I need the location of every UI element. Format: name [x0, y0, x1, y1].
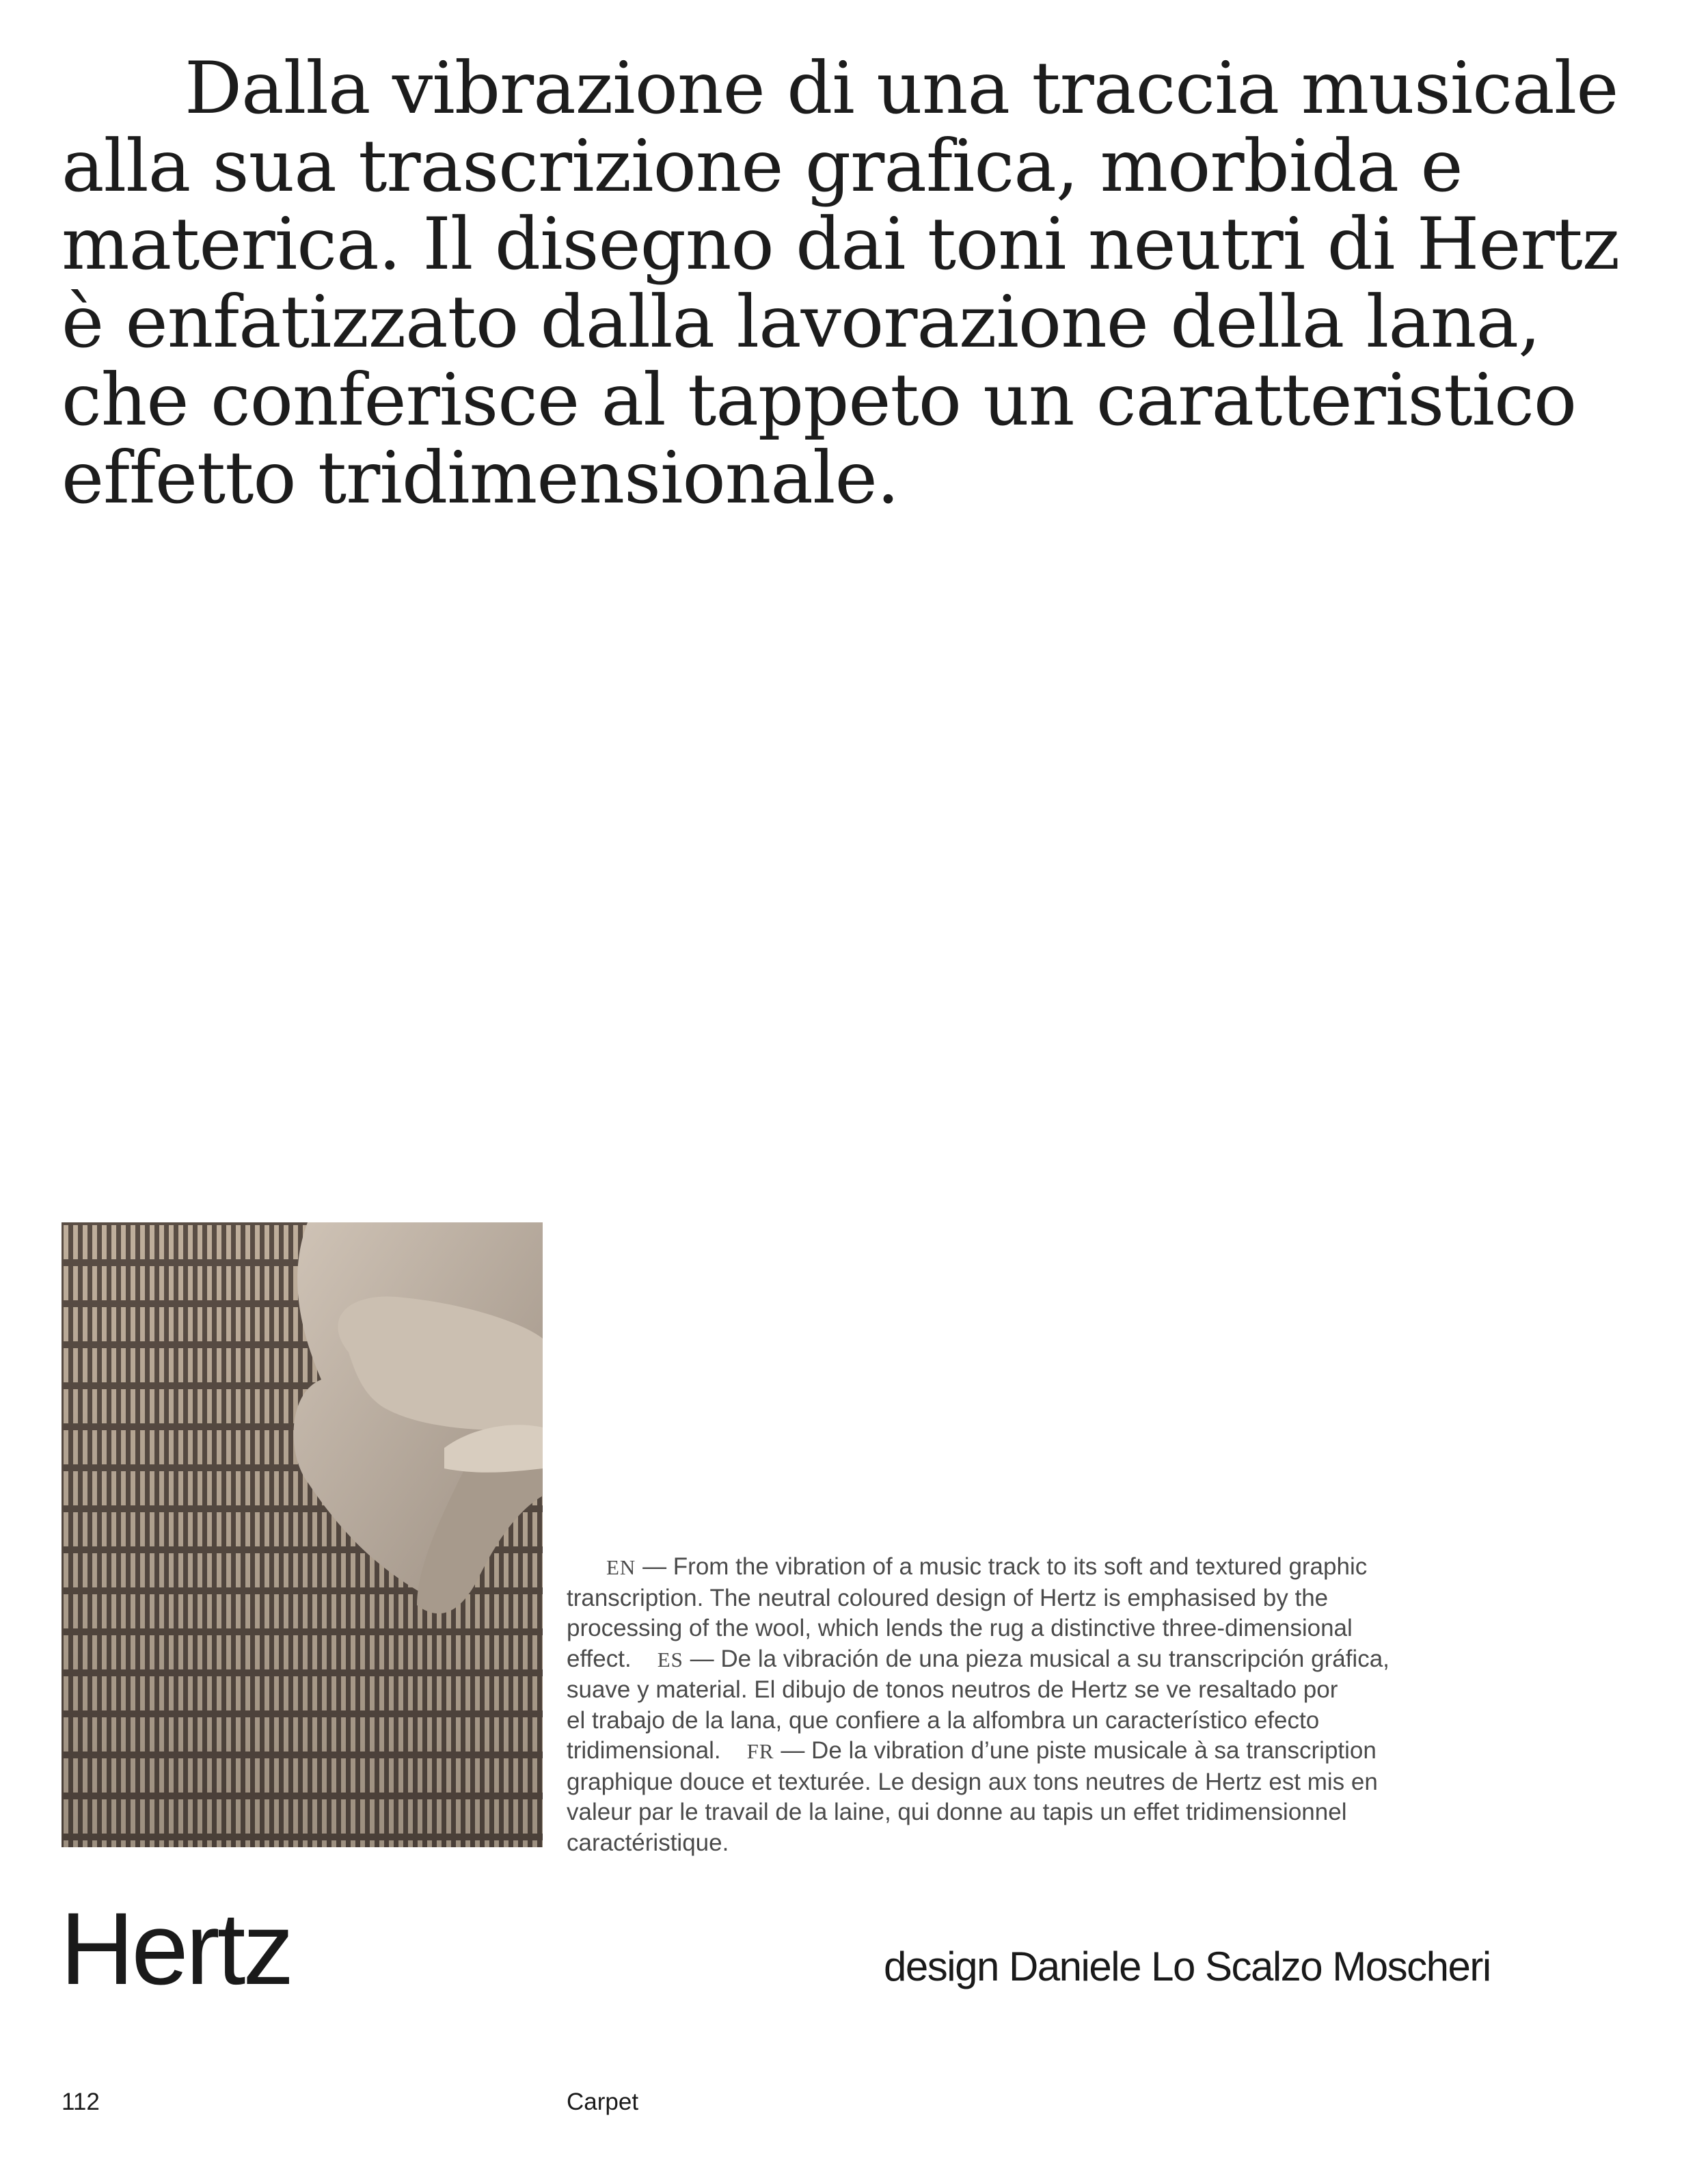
translation-line: tridimensional. FR — De la vibration d’une piste musicale à sa transcription — [567, 1737, 1377, 1764]
translation-line: EN — From the vibration of a music track to its soft and textured graphic — [606, 1553, 1368, 1580]
translation-line: valeur par le travail de la laine, qui donne au tapis un effet tridimensionnel — [567, 1799, 1347, 1825]
translations-text — [567, 1552, 1551, 1858]
product-name: Hertz — [60, 1891, 292, 2006]
translation-line: el trabajo de la lana, que confiere a la alfombra un característico efecto — [567, 1706, 1320, 1734]
intro-line: materica. Il disegno dai toni neutri di Hertz — [62, 202, 1620, 286]
intro-line: è enfatizzato dalla lavorazione della lana, — [62, 280, 1541, 364]
page-number: 112 — [62, 2089, 100, 2115]
rug-and-armchair-image — [62, 1222, 543, 1847]
intro-paragraph — [62, 46, 1620, 520]
translation-line: transcription. The neutral coloured design of Hertz is emphasised by the — [567, 1584, 1329, 1611]
section-label: Carpet — [567, 2089, 639, 2115]
intro-line: effetto tridimensionale. — [62, 436, 899, 520]
translation-line: processing of the wool, which lends the rug a distinctive three-dimensional — [567, 1615, 1353, 1641]
intro-line: Dalla vibrazione di una traccia musicale — [185, 46, 1618, 130]
translation-line: effect. ES — De la vibración de una pieza musical a su transcripción gráfica, — [567, 1645, 1390, 1672]
product-photo — [62, 1222, 543, 1847]
designer-credit: design Daniele Lo Scalzo Moscheri — [884, 1944, 1491, 1989]
translation-line: suave y material. El dibujo de tonos neutros de Hertz se ve resaltado por — [567, 1676, 1338, 1703]
intro-line: alla sua trascrizione grafica, morbida e — [62, 124, 1463, 208]
translation-line: caractéristique. — [567, 1829, 729, 1856]
lang-label-fr: FR — [746, 1739, 774, 1763]
lang-label-en: EN — [606, 1555, 636, 1579]
intro-line: che conferisce al tappeto un caratteristico — [62, 358, 1577, 442]
translation-line: graphique douce et texturée. Le design aux tons neutres de Hertz est mis en — [567, 1768, 1378, 1795]
lang-label-es: ES — [657, 1647, 683, 1672]
